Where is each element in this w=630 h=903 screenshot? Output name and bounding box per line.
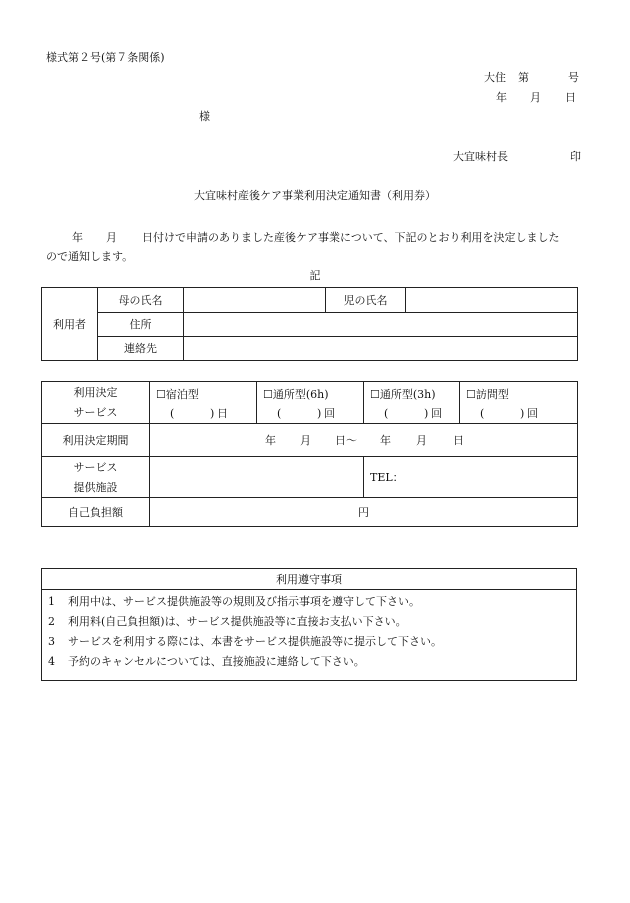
period-year-2: 年	[380, 434, 391, 447]
note-3-number: 3	[48, 635, 55, 648]
note-2-text: 利用料(自己負担額)は、サービス提供施設等に直接お支払い下さい。	[68, 615, 407, 628]
option-3h-checkbox[interactable]: ☐通所型(3h)	[370, 388, 436, 401]
note-3-text: サービスを利用する際には、本書をサービス提供施設等に提示して下さい。	[68, 635, 442, 648]
option-6h-unit: 回	[324, 407, 335, 420]
period-day-1: 日～	[335, 434, 357, 447]
user-table	[41, 287, 578, 361]
note-4-text: 予約のキャンセルについては、直接施設に連絡して下さい。	[68, 655, 365, 668]
option-stay-paren-open: (	[170, 407, 175, 420]
option-visit-paren-open: (	[480, 407, 485, 420]
notes-title: 利用遵守事項	[42, 569, 577, 590]
address-field[interactable]	[184, 313, 578, 337]
option-6h-paren-close: )	[317, 407, 322, 420]
period-month-2: 月	[416, 434, 427, 447]
body-line1: 日付けで申請のありました産後ケア事業について、下記のとおり利用を決定しました	[142, 231, 560, 244]
recipient-suffix: 様	[199, 110, 210, 123]
option-3h-paren-open: (	[384, 407, 389, 420]
body-year: 年	[72, 231, 83, 244]
option-stay-unit: 日	[217, 407, 228, 420]
service-option-visit[interactable]	[460, 382, 578, 424]
note-1-number: 1	[48, 595, 55, 608]
body-month: 月	[106, 231, 117, 244]
note-1-text: 利用中は、サービス提供施設等の規則及び指示事項を遵守して下さい。	[68, 595, 420, 608]
copay-unit: 円	[358, 505, 369, 519]
option-stay-checkbox[interactable]: ☐宿泊型	[156, 388, 199, 401]
option-3h-unit: 回	[431, 407, 442, 420]
option-6h-checkbox[interactable]: ☐通所型(6h)	[263, 388, 329, 401]
facility-label-line1: サービス	[73, 460, 118, 474]
service-type-label	[42, 382, 150, 424]
reference-dai: 第	[518, 71, 529, 84]
option-3h-paren-close: )	[424, 407, 429, 420]
service-table	[41, 381, 578, 527]
period-field[interactable]	[150, 424, 578, 457]
mother-name-label: 母の氏名	[98, 288, 184, 313]
facility-tel-field[interactable]	[364, 457, 578, 498]
date-month: 月	[530, 91, 541, 104]
seal-mark: 印	[570, 150, 581, 163]
service-option-daycare-3h[interactable]	[364, 382, 460, 424]
child-name-label: 児の氏名	[326, 288, 406, 313]
option-visit-paren-close: )	[520, 407, 525, 420]
copay-label: 自己負担額	[42, 498, 150, 527]
form-number: 様式第２号(第７条関係)	[46, 51, 165, 64]
option-stay-paren-close: )	[210, 407, 215, 420]
service-option-daycare-6h[interactable]	[257, 382, 364, 424]
option-6h-paren-open: (	[277, 407, 282, 420]
note-2-number: 2	[48, 615, 55, 628]
service-type-label-line2: サービス	[73, 406, 118, 419]
notes-list	[42, 594, 576, 674]
ki-heading: 記	[309, 269, 321, 282]
child-name-field[interactable]	[406, 288, 578, 313]
option-visit-unit: 回	[527, 407, 538, 420]
facility-label	[42, 457, 150, 498]
period-year-1: 年	[265, 434, 276, 447]
facility-label-line2: 提供施設	[73, 480, 118, 494]
issuer-name: 大宜味村長	[453, 150, 508, 163]
service-option-stay[interactable]	[150, 382, 257, 424]
option-visit-checkbox[interactable]: ☐訪問型	[466, 388, 509, 401]
reference-prefix: 大住	[484, 71, 506, 84]
notes-table	[41, 568, 577, 681]
period-month-1: 月	[300, 434, 311, 447]
date-year: 年	[496, 91, 507, 104]
contact-label: 連絡先	[98, 337, 184, 361]
tel-label: TEL：	[370, 470, 404, 484]
period-day-2: 日	[453, 434, 464, 447]
note-4-number: 4	[48, 655, 55, 668]
reference-go: 号	[568, 71, 579, 84]
date-day: 日	[565, 91, 576, 104]
address-label: 住所	[98, 313, 184, 337]
period-label: 利用決定期間	[42, 424, 150, 457]
mother-name-field[interactable]	[184, 288, 326, 313]
document-title: 大宜味村産後ケア事業利用決定通知書（利用券）	[194, 189, 436, 202]
body-line2: ので通知します。	[46, 250, 134, 263]
user-group-label: 利用者	[42, 288, 98, 361]
contact-field[interactable]	[184, 337, 578, 361]
copay-field[interactable]	[150, 498, 578, 527]
service-type-label-line1: 利用決定	[73, 386, 118, 399]
facility-name-field[interactable]	[150, 457, 364, 498]
